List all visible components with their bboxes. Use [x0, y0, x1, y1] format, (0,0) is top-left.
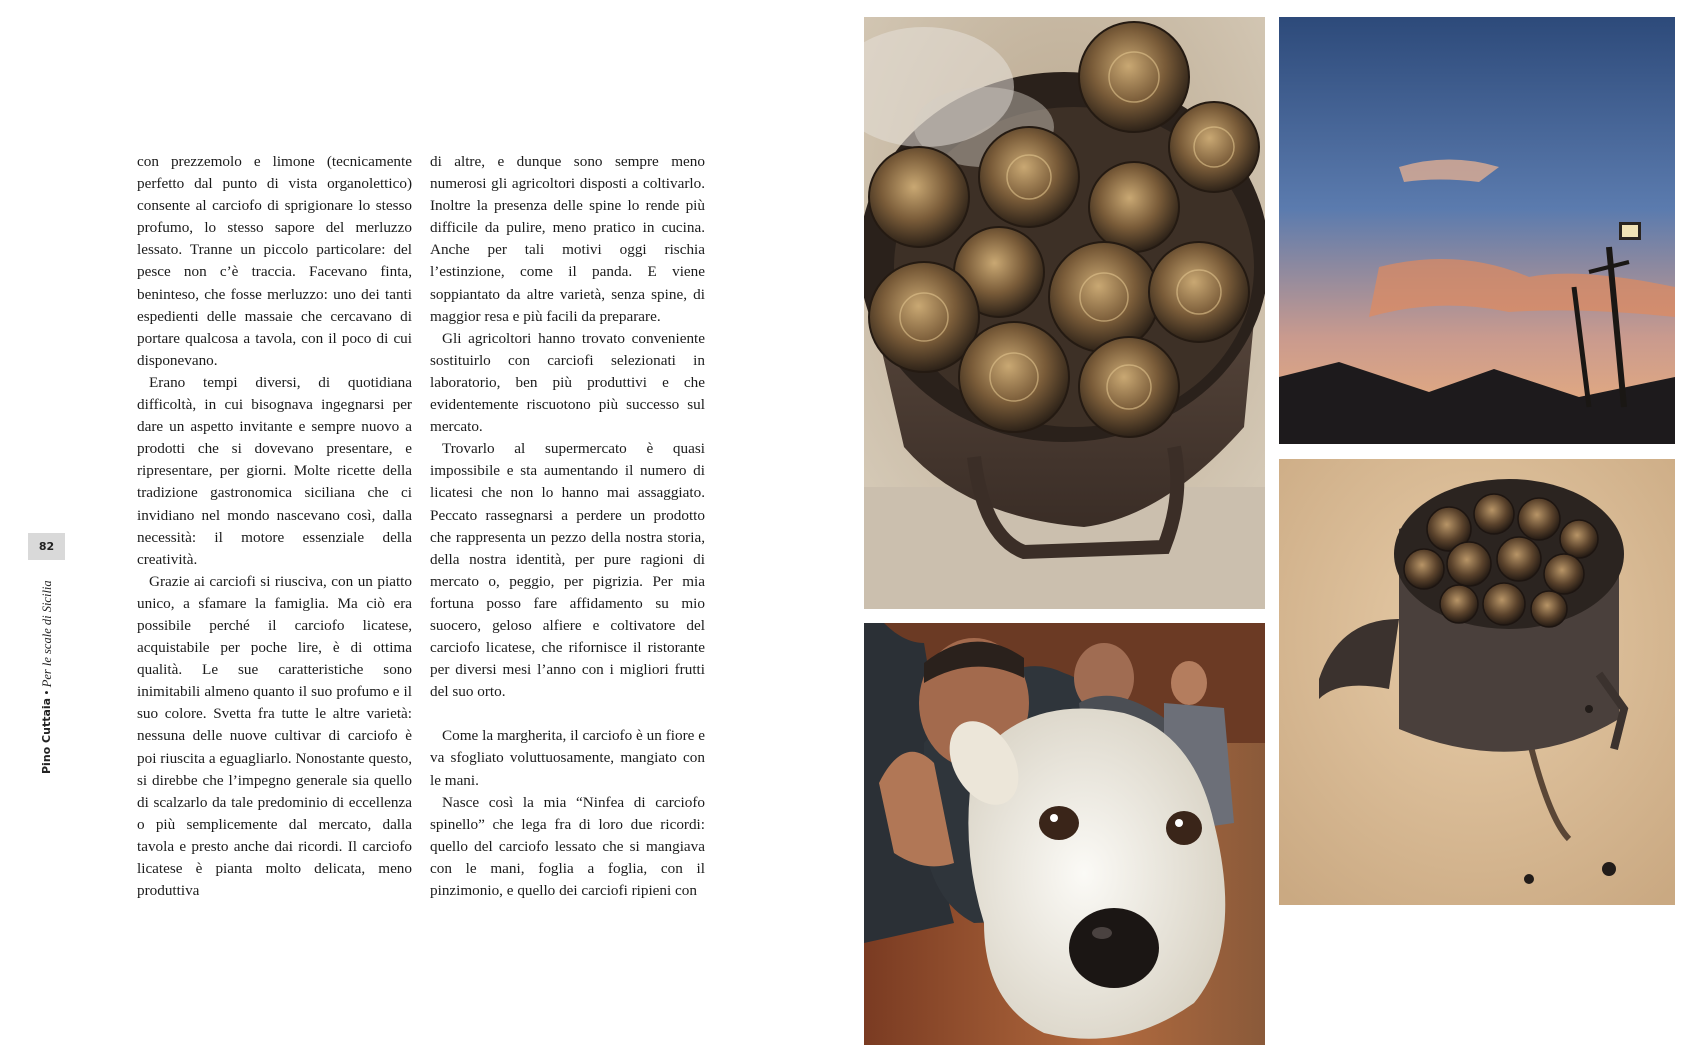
- photo-artichokes-pot: [864, 17, 1265, 609]
- photo-sunset-sky: [1279, 17, 1675, 444]
- page-number: 82: [28, 533, 65, 560]
- paragraph: Come la margherita, il carciofo è un fiore e va sfogliato voluttuosamente, mangiato con le mani.: [430, 727, 705, 789]
- paragraph: Nasce così la mia “Ninfea di carciofo spinello” che lega fra di loro due ricordi: quello del carciofo lessato che si mangiava con le mani, foglia a foglia, con il pinzimonio, e quello dei carciofi ripieni con: [430, 793, 705, 899]
- paragraph: di altre, e dunque sono sempre meno numerosi gli agricoltori disposti a coltivarlo. Inoltre la presenza delle spine lo rende più difficile da pulire, meno pratico in cucina. Anche per tali motivi oggi rischia l’estinzione, come il panda. E viene soppiantato da altre varietà, senza spine, di maggior resa e più facili da preparare.: [430, 153, 705, 325]
- paragraph: Trovarlo al supermercato è quasi impossibile e sta aumentando il numero di licatesi che non lo hanno mai assaggiato. Peccato rassegnarsi a perdere un prodotto che rappresenta un pezzo della nostra storia, della nostra identità, per pure ragioni di mercato o, peggio, per pigrizia. Per mia fortuna posso fare affidamento su mio suocero, geloso alfiere e coltivatore del carciofo licatese, che rifornisce il ristorante per diversi mesi l’anno con i migliori frutti del suo orto.: [430, 440, 705, 701]
- running-head: [40, 580, 55, 780]
- paragraph: Grazie ai carciofi si riusciva, con un piatto unico, a sfamare la famiglia. Ma ciò era possibile perché il carciofo licatese, acquistabile per poche lire, è di ottima qualità. Le sue caratteristiche sono inimitabili almeno quanto il suo profumo e il suo colore. Svetta fra tutte le altre varietà: nessuna delle nuove cultivar di carciofo è poi riuscita a eguagliarlo. Nonostante questo, si direbbe che l’impegno generale sia quello di scalzarlo da tale predominio di eccellenza o più semplicemente dal mercato, dalla tavola e presto anche dai ricordi. Il carciofo licatese è pianta molto delicata, meno produttiva: [137, 572, 412, 900]
- running-head-separator: •: [40, 690, 54, 695]
- text-column-left: [137, 151, 412, 902]
- photo-pot-on-sand: [1279, 459, 1675, 905]
- photo-man-and-dog: [864, 623, 1265, 1045]
- running-head-title: Per le scale di Sicilia: [40, 580, 54, 687]
- running-head-author: Pino Cuttaia: [40, 697, 53, 774]
- text-column-right: [430, 151, 705, 902]
- paragraph: Erano tempi diversi, di quotidiana difficoltà, in cui bisognava ingegnarsi per dare un aspetto invitante e sempre nuovo a prodotti che si dovevano presentare, e ripresentare, per giorni. Molte ricette della tradizione gastronomica siciliana che ci invidiano nel mondo nascevano così, dalla necessità: il motore essenziale della creatività.: [137, 373, 412, 568]
- paragraph: Gli agricoltori hanno trovato conveniente sostituirlo con carciofi selezionati in laboratorio, ben più produttivi e che evidentemente riscuotono più successo sul mercato.: [430, 329, 705, 436]
- paragraph: con prezzemolo e limone (tecnicamente perfetto dal punto di vista organolettico) consente al carciofo di sprigionare lo stesso profumo, lo stesso sapore del merluzzo lessato. Tranne un piccolo particolare: del pesce non c’è traccia. Facevano finta, beninteso, che fosse merluzzo: uno dei tanti espedienti delle massaie che cercavano di portare qualcosa a tavola, con il poco di cui disponevano.: [137, 153, 412, 369]
